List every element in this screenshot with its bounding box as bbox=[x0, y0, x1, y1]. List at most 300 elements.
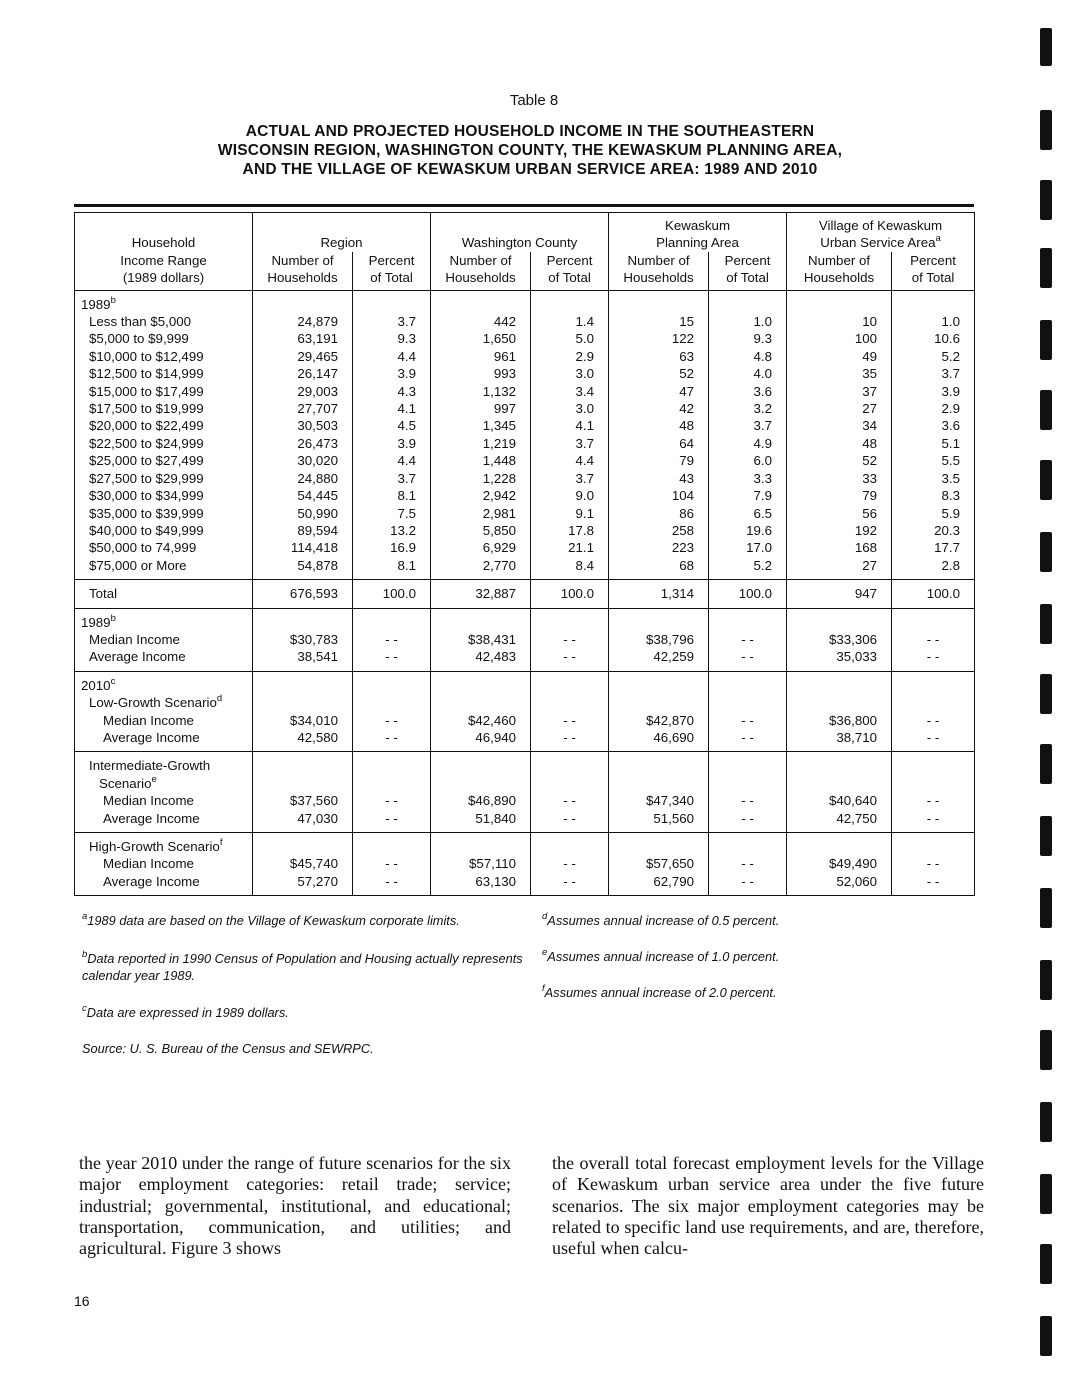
group-header-line: Washington County bbox=[461, 235, 578, 251]
empty-cell bbox=[531, 694, 609, 711]
percent-cell: 6.0 bbox=[709, 452, 787, 469]
number-cell: 1,448 bbox=[431, 452, 531, 469]
average-income-row bbox=[75, 873, 975, 896]
footnote-marker: a bbox=[82, 911, 88, 922]
empty-cell bbox=[609, 290, 709, 313]
percent-of-total-header bbox=[892, 252, 975, 290]
row-label: Average Income bbox=[75, 729, 253, 752]
median-income-row bbox=[75, 712, 975, 729]
section-1989-header-label bbox=[75, 290, 253, 313]
group-header bbox=[609, 213, 787, 252]
group-header bbox=[253, 213, 431, 252]
empty-cell bbox=[892, 833, 975, 856]
percent-cell: 3.2 bbox=[709, 400, 787, 417]
footnote-marker: e bbox=[151, 773, 157, 785]
group-header-line: Planning Area bbox=[656, 235, 739, 251]
percent-cell: - - bbox=[709, 712, 787, 729]
percent-cell: 3.6 bbox=[709, 383, 787, 400]
row-label: Average Income bbox=[75, 648, 253, 671]
header-line: Households bbox=[445, 270, 516, 286]
percent-cell: 5.2 bbox=[709, 557, 787, 580]
empty-cell bbox=[709, 290, 787, 313]
number-cell: 1,650 bbox=[431, 330, 531, 347]
empty-cell bbox=[892, 608, 975, 631]
income-row bbox=[75, 417, 975, 434]
percent-cell: 5.1 bbox=[892, 435, 975, 452]
number-cell: $49,490 bbox=[787, 855, 892, 872]
income-row bbox=[75, 522, 975, 539]
number-cell: 79 bbox=[609, 452, 709, 469]
footnote-marker: c bbox=[110, 675, 116, 687]
scenario-header bbox=[75, 775, 975, 792]
number-cell: 63,130 bbox=[431, 873, 531, 896]
row-label: $10,000 to $12,499 bbox=[75, 348, 253, 365]
percent-cell: - - bbox=[892, 648, 975, 671]
average-income-row bbox=[75, 810, 975, 833]
title-line: WISCONSIN REGION, WASHINGTON COUNTY, THE KEWASKUM PLANNING AREA, bbox=[217, 142, 843, 159]
number-cell: $45,740 bbox=[253, 855, 353, 872]
number-cell: 42 bbox=[609, 400, 709, 417]
empty-cell bbox=[609, 775, 709, 792]
number-cell: 54,878 bbox=[253, 557, 353, 580]
percent-cell: 4.5 bbox=[353, 417, 431, 434]
percent-cell: - - bbox=[531, 855, 609, 872]
income-row bbox=[75, 365, 975, 382]
percent-cell: - - bbox=[353, 648, 431, 671]
body-text-left-column: the year 2010 under the range of future scenarios for the six major employment categories: retail trade; service; industrial; governmental, institutional, and educational; transportation, communication, and utilities; and agricultural. Figure 3 shows bbox=[79, 1153, 511, 1259]
scenario-header bbox=[75, 752, 975, 775]
empty-cell bbox=[253, 775, 353, 792]
number-cell: 30,503 bbox=[253, 417, 353, 434]
number-cell: $37,560 bbox=[253, 792, 353, 809]
percent-cell: 100.0 bbox=[709, 580, 787, 608]
source-note: Source: U. S. Bureau of the Census and SEWRPC. bbox=[82, 1041, 374, 1056]
percent-cell: 5.5 bbox=[892, 452, 975, 469]
percent-cell: - - bbox=[531, 810, 609, 833]
header-line: Percent bbox=[910, 252, 956, 268]
number-cell: 68 bbox=[609, 557, 709, 580]
footnote-marker: b bbox=[110, 294, 116, 306]
number-cell: 42,750 bbox=[787, 810, 892, 833]
header-group-row bbox=[75, 213, 975, 252]
number-cell: 34 bbox=[787, 417, 892, 434]
empty-cell bbox=[787, 290, 892, 313]
percent-cell: 8.3 bbox=[892, 487, 975, 504]
empty-cell bbox=[709, 671, 787, 694]
number-cell: 24,880 bbox=[253, 470, 353, 487]
header-line: Percent bbox=[368, 252, 415, 268]
number-cell: 1,132 bbox=[431, 383, 531, 400]
percent-cell: 3.0 bbox=[531, 365, 609, 382]
binder-mark bbox=[1040, 28, 1052, 66]
empty-cell bbox=[709, 694, 787, 711]
percent-cell: 17.8 bbox=[531, 522, 609, 539]
percent-cell: 8.1 bbox=[353, 487, 431, 504]
number-cell: 50,990 bbox=[253, 505, 353, 522]
scenario-label bbox=[75, 752, 253, 775]
empty-cell bbox=[787, 752, 892, 775]
number-cell: 43 bbox=[609, 470, 709, 487]
percent-of-total-header bbox=[531, 252, 609, 290]
number-cell: 961 bbox=[431, 348, 531, 365]
section-label-text: 2010 bbox=[81, 677, 111, 693]
income-table bbox=[74, 212, 975, 896]
percent-cell: - - bbox=[531, 792, 609, 809]
number-cell: 997 bbox=[431, 400, 531, 417]
scenario-label bbox=[75, 833, 253, 856]
percent-cell: 3.7 bbox=[892, 365, 975, 382]
percent-cell: 100.0 bbox=[531, 580, 609, 608]
number-cell: 62,790 bbox=[609, 873, 709, 896]
binder-mark bbox=[1040, 1244, 1052, 1284]
empty-cell bbox=[892, 775, 975, 792]
number-cell: $36,800 bbox=[787, 712, 892, 729]
percent-cell: 3.0 bbox=[531, 400, 609, 417]
percent-cell: 19.6 bbox=[709, 522, 787, 539]
binder-mark bbox=[1040, 1102, 1052, 1142]
number-cell: 86 bbox=[609, 505, 709, 522]
percent-cell: - - bbox=[709, 792, 787, 809]
percent-cell: 4.4 bbox=[531, 452, 609, 469]
empty-cell bbox=[353, 694, 431, 711]
percent-cell: - - bbox=[709, 631, 787, 648]
percent-cell: 4.4 bbox=[353, 348, 431, 365]
total-row bbox=[75, 580, 975, 608]
percent-cell: - - bbox=[892, 855, 975, 872]
empty-cell bbox=[892, 290, 975, 313]
number-cell: 27 bbox=[787, 557, 892, 580]
scenario-label-text: Low-Growth Scenario bbox=[89, 695, 217, 711]
percent-cell: - - bbox=[892, 631, 975, 648]
row-label: $27,500 to $29,999 bbox=[75, 470, 253, 487]
number-cell: 46,690 bbox=[609, 729, 709, 752]
number-cell: $57,110 bbox=[431, 855, 531, 872]
percent-cell: - - bbox=[531, 631, 609, 648]
number-cell: 47,030 bbox=[253, 810, 353, 833]
percent-cell: 4.0 bbox=[709, 365, 787, 382]
percent-cell: 3.7 bbox=[709, 417, 787, 434]
empty-cell bbox=[431, 694, 531, 711]
header-line: Number of bbox=[807, 252, 871, 268]
row-label: Less than $5,000 bbox=[75, 313, 253, 330]
empty-cell bbox=[531, 608, 609, 631]
header-line: Income Range bbox=[120, 252, 207, 268]
number-cell: 26,147 bbox=[253, 365, 353, 382]
group-header-line-with-sup bbox=[793, 234, 968, 251]
row-label: $40,000 to $49,999 bbox=[75, 522, 253, 539]
percent-cell: 4.3 bbox=[353, 383, 431, 400]
percent-cell: 3.5 bbox=[892, 470, 975, 487]
row-label: $12,500 to $14,999 bbox=[75, 365, 253, 382]
percent-cell: 3.6 bbox=[892, 417, 975, 434]
row-label: $20,000 to $22,499 bbox=[75, 417, 253, 434]
scenario-label-text: High-Growth Scenario bbox=[89, 839, 220, 854]
median-income-row bbox=[75, 792, 975, 809]
percent-cell: - - bbox=[709, 855, 787, 872]
empty-cell bbox=[253, 671, 353, 694]
summary-1989-header bbox=[75, 608, 975, 631]
number-of-households-header bbox=[787, 252, 892, 290]
number-cell: 1,228 bbox=[431, 470, 531, 487]
percent-cell: 100.0 bbox=[892, 580, 975, 608]
binder-mark bbox=[1040, 320, 1052, 360]
binder-mark bbox=[1040, 532, 1052, 572]
page-number: 16 bbox=[74, 1293, 90, 1309]
group-header bbox=[787, 213, 975, 252]
footnote-f bbox=[542, 984, 942, 1001]
percent-cell: 4.8 bbox=[709, 348, 787, 365]
percent-cell: 8.4 bbox=[531, 557, 609, 580]
number-cell: 35,033 bbox=[787, 648, 892, 671]
empty-cell bbox=[531, 752, 609, 775]
number-cell: 37 bbox=[787, 383, 892, 400]
percent-cell: 3.7 bbox=[353, 470, 431, 487]
number-cell: 15 bbox=[609, 313, 709, 330]
percent-cell: 5.0 bbox=[531, 330, 609, 347]
footnote-c bbox=[82, 1004, 542, 1021]
header-line: of Total bbox=[548, 270, 591, 286]
median-income-row bbox=[75, 631, 975, 648]
percent-cell: - - bbox=[353, 810, 431, 833]
number-cell: 2,981 bbox=[431, 505, 531, 522]
empty-cell bbox=[892, 752, 975, 775]
empty-cell bbox=[609, 833, 709, 856]
income-row bbox=[75, 470, 975, 487]
number-cell: 223 bbox=[609, 539, 709, 556]
header-line: Households bbox=[267, 270, 338, 286]
empty-cell bbox=[431, 671, 531, 694]
percent-cell: 7.5 bbox=[353, 505, 431, 522]
number-cell: 100 bbox=[787, 330, 892, 347]
scenario-header bbox=[75, 833, 975, 856]
percent-cell: - - bbox=[892, 729, 975, 752]
percent-cell: - - bbox=[531, 873, 609, 896]
percent-cell: 2.9 bbox=[531, 348, 609, 365]
empty-cell bbox=[531, 671, 609, 694]
empty-cell bbox=[353, 833, 431, 856]
income-row bbox=[75, 539, 975, 556]
percent-cell: 2.9 bbox=[892, 400, 975, 417]
empty-cell bbox=[353, 290, 431, 313]
percent-cell: - - bbox=[353, 712, 431, 729]
number-cell: 2,942 bbox=[431, 487, 531, 504]
number-cell: 49 bbox=[787, 348, 892, 365]
empty-cell bbox=[531, 290, 609, 313]
percent-cell: 3.3 bbox=[709, 470, 787, 487]
number-cell: $38,796 bbox=[609, 631, 709, 648]
empty-cell bbox=[353, 608, 431, 631]
percent-cell: 20.3 bbox=[892, 522, 975, 539]
income-row bbox=[75, 452, 975, 469]
number-cell: 168 bbox=[787, 539, 892, 556]
percent-cell: 9.1 bbox=[531, 505, 609, 522]
percent-cell: 8.1 bbox=[353, 557, 431, 580]
number-cell: $42,460 bbox=[431, 712, 531, 729]
percent-cell: 17.0 bbox=[709, 539, 787, 556]
number-cell: 6,929 bbox=[431, 539, 531, 556]
footnote-text: Data are expressed in 1989 dollars. bbox=[86, 1005, 289, 1020]
empty-cell bbox=[787, 694, 892, 711]
row-label: $17,500 to $19,999 bbox=[75, 400, 253, 417]
header-line: (1989 dollars) bbox=[122, 270, 205, 286]
number-of-households-header bbox=[609, 252, 709, 290]
footnote-text: Assumes annual increase of 0.5 percent. bbox=[547, 913, 780, 928]
summary-1989-header-label bbox=[75, 608, 253, 631]
binder-mark bbox=[1040, 674, 1052, 714]
percent-cell: 4.9 bbox=[709, 435, 787, 452]
percent-cell: - - bbox=[353, 792, 431, 809]
number-cell: 42,483 bbox=[431, 648, 531, 671]
empty-cell bbox=[609, 671, 709, 694]
number-cell: 56 bbox=[787, 505, 892, 522]
empty-cell bbox=[531, 833, 609, 856]
percent-cell: - - bbox=[892, 810, 975, 833]
number-cell: 63 bbox=[609, 348, 709, 365]
income-row bbox=[75, 505, 975, 522]
number-cell: 676,593 bbox=[253, 580, 353, 608]
row-label: $5,000 to $9,999 bbox=[75, 330, 253, 347]
binder-mark bbox=[1040, 816, 1052, 856]
number-cell: 192 bbox=[787, 522, 892, 539]
percent-cell: - - bbox=[709, 648, 787, 671]
binder-mark bbox=[1040, 110, 1052, 150]
scenario-label-text: Scenario bbox=[99, 775, 152, 791]
average-income-row bbox=[75, 729, 975, 752]
number-cell: 10 bbox=[787, 313, 892, 330]
number-cell: 24,879 bbox=[253, 313, 353, 330]
row-label: $15,000 to $17,499 bbox=[75, 383, 253, 400]
percent-cell: - - bbox=[709, 729, 787, 752]
percent-cell: 5.9 bbox=[892, 505, 975, 522]
table-top-rule bbox=[74, 204, 974, 207]
footnote-marker: f bbox=[542, 983, 545, 994]
number-cell: $46,890 bbox=[431, 792, 531, 809]
percent-cell: 1.0 bbox=[892, 313, 975, 330]
empty-cell bbox=[531, 775, 609, 792]
percent-cell: 100.0 bbox=[353, 580, 431, 608]
header-line: Percent bbox=[546, 252, 593, 268]
header-line: of Total bbox=[911, 270, 955, 286]
number-cell: 1,345 bbox=[431, 417, 531, 434]
percent-cell: 3.9 bbox=[892, 383, 975, 400]
empty-cell bbox=[609, 752, 709, 775]
number-cell: 54,445 bbox=[253, 487, 353, 504]
empty-cell bbox=[787, 671, 892, 694]
percent-cell: 2.8 bbox=[892, 557, 975, 580]
percent-cell: 4.1 bbox=[353, 400, 431, 417]
household-income-range-header bbox=[75, 213, 253, 291]
percent-cell: - - bbox=[892, 792, 975, 809]
number-cell: 42,259 bbox=[609, 648, 709, 671]
empty-cell bbox=[431, 752, 531, 775]
number-of-households-header bbox=[253, 252, 353, 290]
number-cell: $47,340 bbox=[609, 792, 709, 809]
number-cell: 79 bbox=[787, 487, 892, 504]
footnote-marker: f bbox=[219, 837, 223, 848]
number-cell: 122 bbox=[609, 330, 709, 347]
scenario-label-text: Intermediate-Growth bbox=[89, 758, 211, 774]
footnote-e bbox=[542, 948, 942, 965]
percent-cell: 3.9 bbox=[353, 435, 431, 452]
row-label: Median Income bbox=[75, 855, 253, 872]
number-cell: 35 bbox=[787, 365, 892, 382]
footnote-text: Assumes annual increase of 1.0 percent. bbox=[547, 949, 780, 964]
group-header-line: Kewaskum bbox=[665, 218, 731, 233]
percent-cell: - - bbox=[892, 873, 975, 896]
empty-cell bbox=[787, 833, 892, 856]
number-cell: 57,270 bbox=[253, 873, 353, 896]
row-label: Average Income bbox=[75, 810, 253, 833]
average-income-row bbox=[75, 648, 975, 671]
binder-mark bbox=[1040, 960, 1052, 1000]
row-label: $75,000 or More bbox=[75, 557, 253, 580]
header-line: Number of bbox=[271, 252, 334, 268]
percent-cell: - - bbox=[531, 648, 609, 671]
empty-cell bbox=[431, 290, 531, 313]
percent-cell: 3.9 bbox=[353, 365, 431, 382]
footnote-marker: c bbox=[82, 1003, 87, 1014]
percent-cell: - - bbox=[892, 712, 975, 729]
group-header-text: Urban Service Area bbox=[820, 235, 936, 251]
percent-cell: 3.4 bbox=[531, 383, 609, 400]
percent-cell: - - bbox=[353, 873, 431, 896]
percent-cell: 3.7 bbox=[353, 313, 431, 330]
footnote-marker: d bbox=[542, 911, 548, 922]
income-row bbox=[75, 557, 975, 580]
percent-cell: - - bbox=[353, 729, 431, 752]
footnote-marker: b bbox=[110, 612, 116, 624]
number-cell: 993 bbox=[431, 365, 531, 382]
number-cell: 29,003 bbox=[253, 383, 353, 400]
number-cell: 48 bbox=[787, 435, 892, 452]
percent-cell: 4.4 bbox=[353, 452, 431, 469]
percent-cell: 4.1 bbox=[531, 417, 609, 434]
number-cell: 29,465 bbox=[253, 348, 353, 365]
empty-cell bbox=[892, 694, 975, 711]
number-cell: 48 bbox=[609, 417, 709, 434]
number-cell: 51,840 bbox=[431, 810, 531, 833]
footnote-marker: b bbox=[82, 949, 88, 960]
scenario-label bbox=[75, 694, 253, 711]
empty-cell bbox=[609, 608, 709, 631]
number-cell: 27 bbox=[787, 400, 892, 417]
table-header bbox=[75, 213, 975, 291]
table-title bbox=[130, 122, 930, 179]
title-line: ACTUAL AND PROJECTED HOUSEHOLD INCOME IN THE SOUTHEASTERN bbox=[245, 123, 815, 140]
number-cell: 51,560 bbox=[609, 810, 709, 833]
empty-cell bbox=[609, 694, 709, 711]
number-cell: 63,191 bbox=[253, 330, 353, 347]
median-income-row bbox=[75, 855, 975, 872]
binder-mark bbox=[1040, 744, 1052, 784]
header-line: Household bbox=[131, 235, 196, 251]
percent-cell: 1.4 bbox=[531, 313, 609, 330]
binder-mark bbox=[1040, 180, 1052, 220]
group-header-line: Village of Kewaskum bbox=[818, 218, 943, 233]
row-label: Median Income bbox=[75, 631, 253, 648]
header-line: Percent bbox=[724, 252, 771, 268]
number-cell: 30,020 bbox=[253, 452, 353, 469]
body-text-right-column: the overall total forecast employment levels for the Village of Kewaskum urban service area under the five future scenarios. The six major employment categories may be related to specific land use requirements, and are, therefore, useful when calcu- bbox=[552, 1153, 984, 1259]
empty-cell bbox=[353, 775, 431, 792]
row-label: $50,000 to 74,999 bbox=[75, 539, 253, 556]
header-line: Number of bbox=[449, 252, 512, 268]
table-body bbox=[75, 290, 975, 896]
number-cell: $42,870 bbox=[609, 712, 709, 729]
footnote-b bbox=[82, 950, 542, 984]
percent-cell: 9.3 bbox=[353, 330, 431, 347]
percent-cell: - - bbox=[531, 729, 609, 752]
